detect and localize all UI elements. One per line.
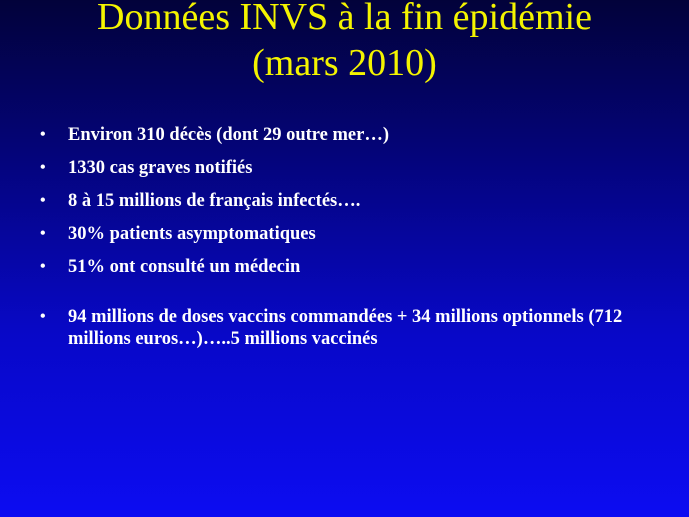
bullet-dot-icon: • — [40, 159, 46, 176]
bullet-dot-icon: • — [40, 192, 46, 209]
bullet-text: Environ 310 décès (dont 29 outre mer…) — [68, 125, 389, 145]
slide-title-line-2: (mars 2010) — [252, 42, 437, 84]
bullet-list — [40, 124, 670, 361]
bullet-item-vaccines — [40, 306, 670, 350]
bullet-dot-icon: • — [40, 308, 46, 325]
slide-title — [0, 0, 689, 86]
bullet-item-asymptomatic — [40, 223, 670, 245]
bullet-dot-icon: • — [40, 126, 46, 143]
bullet-item-deaths — [40, 124, 670, 146]
bullet-item-consulted — [40, 256, 670, 278]
slide-title-line-1: Données INVS à la fin épidémie — [97, 0, 592, 38]
bullet-text: 30% patients asymptomatiques — [68, 224, 316, 244]
bullet-text: 1330 cas graves notifiés — [68, 158, 253, 178]
bullet-text: 51% ont consulté un médecin — [68, 257, 301, 277]
bullet-dot-icon: • — [40, 225, 46, 242]
bullet-item-infected — [40, 190, 670, 212]
bullet-dot-icon: • — [40, 258, 46, 275]
bullet-item-severe-cases — [40, 157, 670, 179]
bullet-text: 94 millions de doses vaccins commandées + 34 millions optionnels (712 millions euros…)…..5 millions vaccinés — [68, 307, 623, 349]
bullet-text: 8 à 15 millions de français infectés…. — [68, 191, 361, 211]
